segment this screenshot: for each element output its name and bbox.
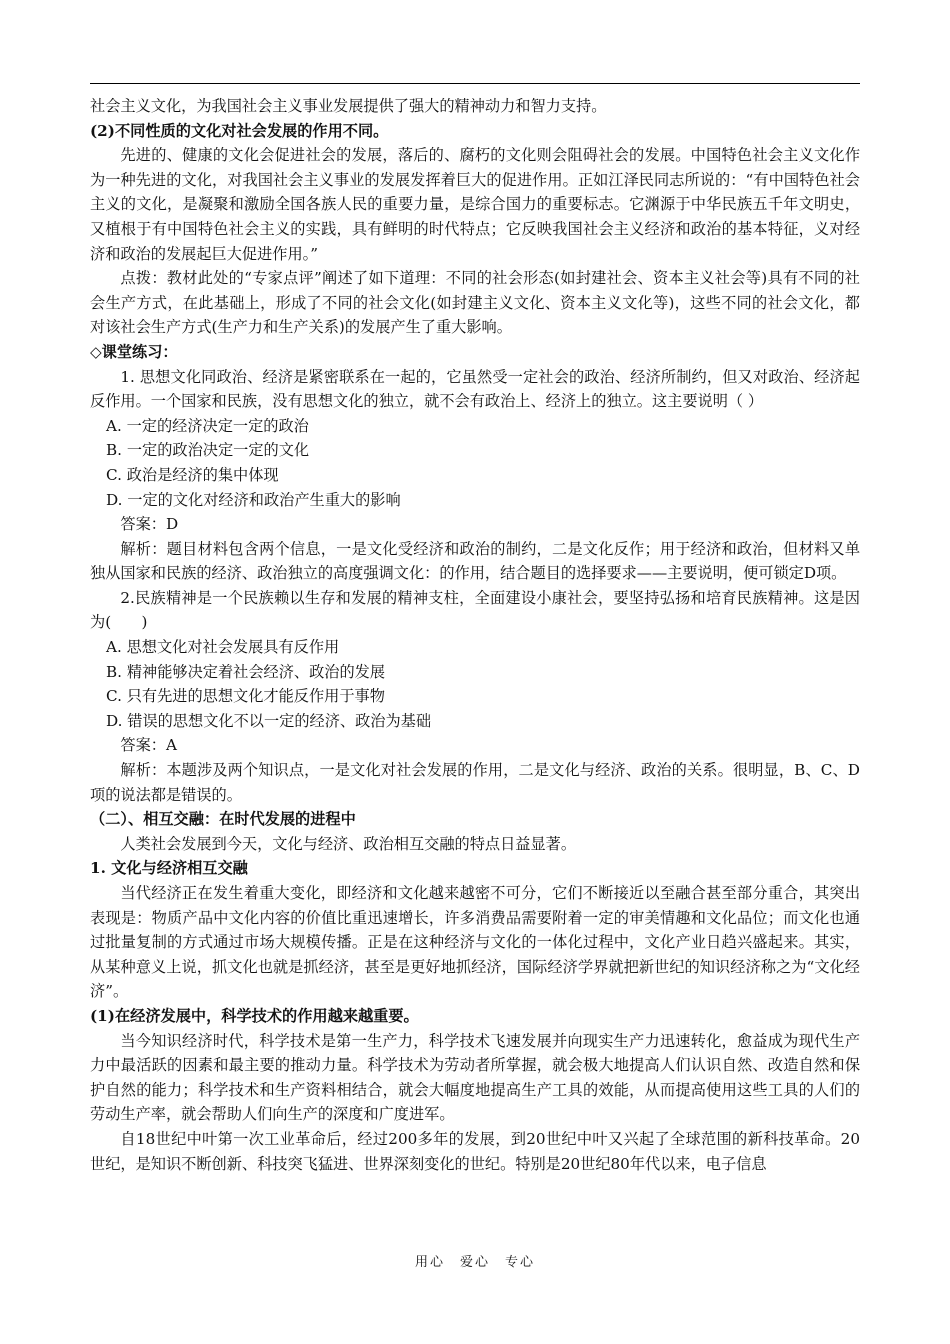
section-heading: (2)不同性质的文化对社会发展的作用不同。: [90, 121, 389, 140]
paragraph: 自18世纪中叶第一次工业革命后，经过200多年的发展，到20世纪中叶又兴起了全球范围的新科技革命。20世纪，是知识不断创新、科技突飞猛进、世界深刻变化的世纪。特别是20世纪80年代以来，电子信息: [90, 1129, 860, 1173]
option-item: A. 一定的经济决定一定的政治: [106, 416, 309, 435]
answer: 答案：D: [120, 515, 179, 534]
paragraph: 先进的、健康的文化会促进社会的发展，落后的、腐朽的文化则会阻碍社会的发展。中国特色社会主义文化作为一种先进的文化，对我国社会主义事业的发展发挥着巨大的促进作用。正如江泽民同志所说的：“有中国特色社会主义的文化，是凝聚和激励全国各族人民的重要力量，是综合国力的重要标志。它渊源于中华民族五千年文明史，又植根于有中国特色社会主义的实践，具有鲜明的时代特点；它反映我国社会主义经济和政治的基本特征，义对经济和政治的发展起巨大促进作用。”: [90, 146, 860, 263]
section-heading: （二）、相互交融：在时代发展的进程中: [90, 810, 356, 829]
question: 1. 思想文化同政治、经济是紧密联系在一起的，它虽然受一定社会的政治、经济所制约，但又对政治、经济起反作用。一个国家和民族，没有思想文化的独立，就不会有政治上、经济上的独立。这主要说明（ ）: [90, 367, 860, 411]
paragraph: 社会主义文化，为我国社会主义事业发展提供了强大的精神动力和智力支持。: [90, 97, 607, 115]
option-item: A. 思想文化对社会发展具有反作用: [106, 638, 340, 657]
option-item: D. 一定的文化对经济和政治产生重大的影响: [106, 490, 401, 509]
option-item: B. 一定的政治决定一定的文化: [106, 441, 310, 460]
explanation: 解析：题目材料包含两个信息，一是文化受经济和政治的制约，二是文化反作；用于经济和政治，但材料又单独从国家和民族的经济、政治独立的高度强调文化：的作用，结合题目的选择要求——主要说明，便可锁定D项。: [90, 539, 860, 583]
question: 2.民族精神是一个民族赖以生存和发展的精神支柱，全面建设小康社会，要坚持弘扬和培育民族精神。这是因为( ): [90, 588, 860, 632]
section-heading: 1. 文化与经济相互交融: [90, 859, 248, 878]
option-item: C. 只有先进的思想文化才能反作用于事物: [106, 687, 385, 706]
section-heading: ◇课堂练习：: [90, 342, 178, 361]
option-item: B. 精神能够决定着社会经济、政治的发展: [106, 662, 386, 681]
option-item: D. 错误的思想文化不以一定的经济、政治为基础: [106, 711, 432, 730]
paragraph: 当代经济正在发生着重大变化，即经济和文化越来越密不可分，它们不断接近以至融合甚至部分重合，其突出表现是：物质产品中文化内容的价值比重迅速增长，许多消费品需要附着一定的审美情趣和文化品位；而文化也通过批量复制的方式通过市场大规模传播。正是在这种经济与文化的一体化过程中，文化产业日趋兴盛起来。其实，从某种意义上说，抓文化也就是抓经济，甚至是更好地抓经济，国际经济学界就把新世纪的知识经济称之为“文化经济”。: [90, 884, 860, 1001]
page-footer: 用心 爱心 专心: [414, 1255, 535, 1270]
answer: 答案：A: [120, 736, 177, 755]
header-rule: [90, 83, 860, 84]
explanation: 解析：本题涉及两个知识点，一是文化对社会发展的作用，二是文化与经济、政治的关系。很明显，B、C、D项的说法都是错误的。: [90, 761, 860, 804]
paragraph: 人类社会发展到今天，文化与经济、政治相互交融的特点日益显著。: [120, 834, 577, 853]
section-heading: (1)在经济发展中，科学技术的作用越来越重要。: [90, 1006, 419, 1025]
paragraph: 当今知识经济时代，科学技术是第一生产力，科学技术飞速发展并向现实生产力迅速转化，愈益成为现代生产力中最活跃的因素和最主要的推动力量。科学技术为劳动者所掌握，就会极大地提高人们认识自然、改造自然和保护自然的能力；科学技术和生产资料相结合，就会大幅度地提高生产工具的效能，从而提高使用这些工具的人们的劳动生产率，就会帮助人们向生产的深度和广度进军。: [90, 1031, 860, 1124]
document-body: [90, 94, 860, 1176]
paragraph: 点拨：教材此处的“专家点评”阐述了如下道理：不同的社会形态(如封建社会、资本主义社会等)具有不同的社会生产方式，在此基础上，形成了不同的社会文化(如封建主义文化、资本主义文化等)，这些不同的社会文化，都对该社会生产方式(生产力和生产关系)的发展产生了重大影响。: [90, 269, 860, 337]
option-item: C. 政治是经济的集中体现: [106, 465, 279, 484]
